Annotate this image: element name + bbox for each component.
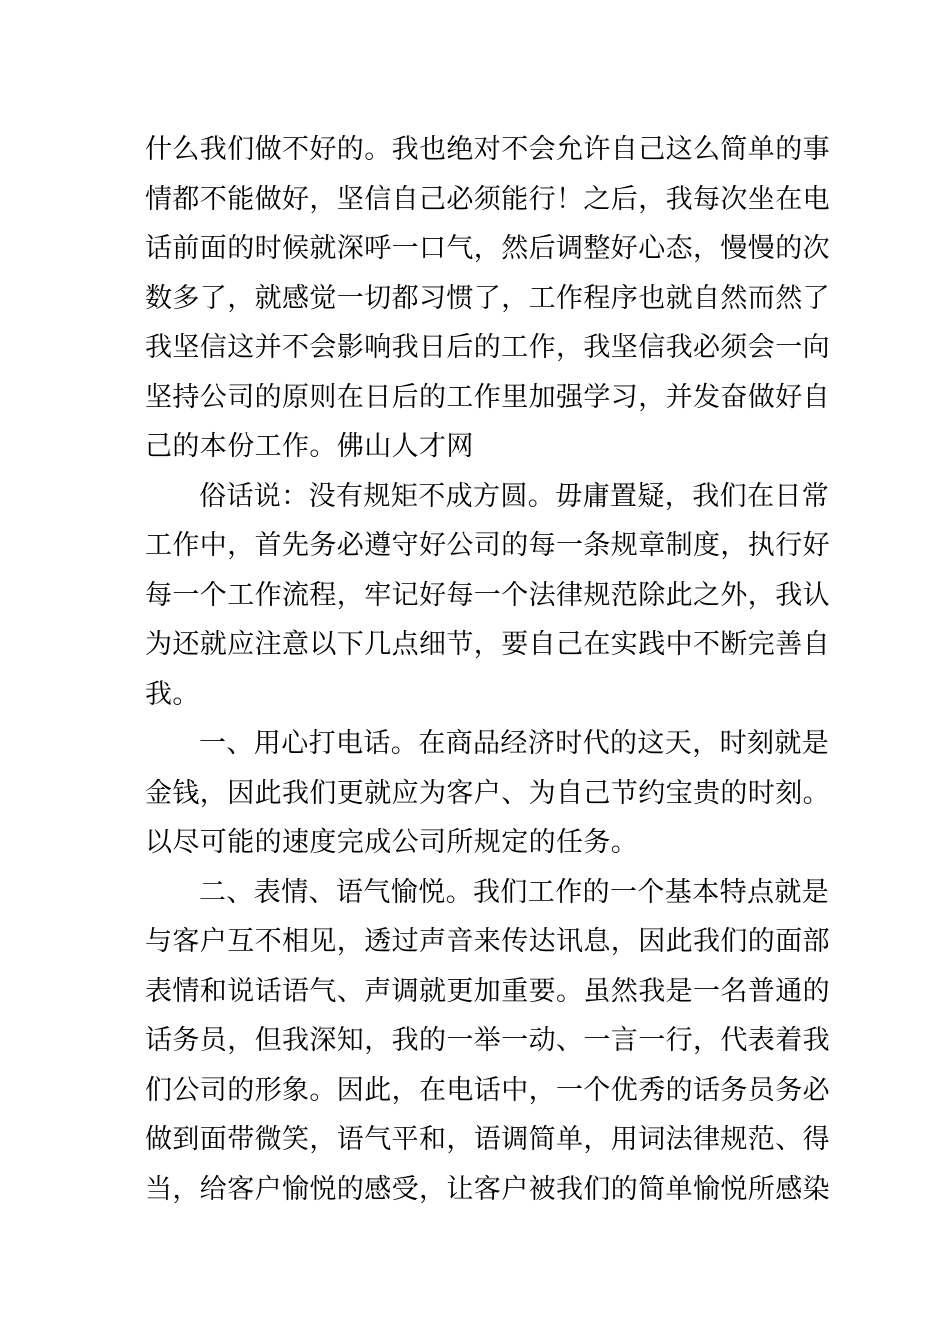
- text-line: 与客户互不相见，透过声音来传达讯息，因此我们的面部: [145, 926, 830, 957]
- text-line: 数多了，就感觉一切都习惯了，工作程序也就自然而然了: [145, 282, 830, 314]
- text-line: 金钱，因此我们更就应为客户、为自己节约宝贵的时刻。: [145, 777, 830, 809]
- text-line: 二、表情、语气愉悦。我们工作的一个基本特点就是: [199, 876, 830, 908]
- paragraph-3: [145, 719, 830, 868]
- text-line: 每一个工作流程，牢记好每一个法律规范除此之外，我认: [145, 579, 830, 611]
- text-line: 一、用心打电话。在商品经济时代的这天，时刻就是: [199, 728, 830, 759]
- text-line: 工作中，首先务必遵守好公司的每一条规章制度，执行好: [145, 530, 830, 561]
- text-line: 话前面的时候就深呼一口气，然后调整好心态，慢慢的次: [145, 233, 830, 264]
- text-line: 为还就应注意以下几点细节，要自己在实践中不断完善自: [145, 629, 830, 660]
- text-line: 坚持公司的原则在日后的工作里加强学习，并发奋做好自: [145, 381, 830, 413]
- text-line: 做到面带微笑，语气平和，语调简单，用词法律规范、得: [145, 1124, 830, 1155]
- text-line: 表情和说话语气、声调就更加重要。虽然我是一名普通的: [145, 975, 830, 1007]
- text-line: 什么我们做不好的。我也绝对不会允许自己这么简单的事: [145, 134, 830, 165]
- text-line: 己的本份工作。佛山人才网: [145, 431, 474, 462]
- text-line: 以尽可能的速度完成公司所规定的任务。: [145, 827, 639, 858]
- text-line: 我。: [145, 678, 200, 710]
- text-line: 俗话说：没有规矩不成方圆。毋庸置疑，我们在日常: [199, 480, 830, 512]
- text-line: 话务员，但我深知，我的一举一动、一言一行，代表着我: [145, 1025, 830, 1056]
- text-line: 当，给客户愉悦的感受，让客户被我们的简单愉悦所感染: [145, 1173, 830, 1205]
- paragraph-1: [145, 125, 830, 472]
- paragraph-2: [145, 472, 830, 720]
- text-line: 情都不能做好，坚信自己必须能行！之后，我每次坐在电: [145, 183, 830, 215]
- text-line: 我坚信这并不会影响我日后的工作，我坚信我必须会一向: [145, 332, 830, 363]
- text-line: 们公司的形象。因此，在电话中，一个优秀的话务员务必: [145, 1074, 830, 1106]
- document-body: [145, 125, 830, 1214]
- paragraph-4: [145, 868, 830, 1215]
